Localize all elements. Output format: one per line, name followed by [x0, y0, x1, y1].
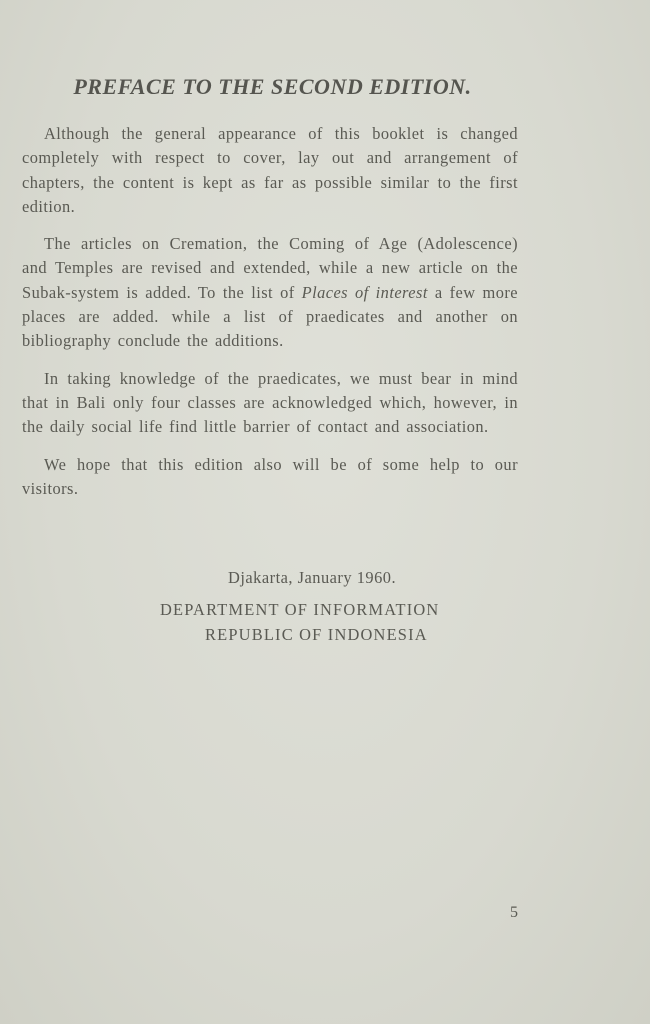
paragraph-2-text-start: The articles on Cremation, the Coming of Age (Adolescence) and Temples are revised and extended, while a new article on the Subak-system is added. To the list of [22, 234, 518, 302]
republic-name: REPUBLIC OF INDONESIA [205, 625, 428, 644]
date-line: Djakarta, January 1960. [228, 568, 397, 587]
paragraph-1 [22, 122, 518, 219]
preface-title: PREFACE TO THE SECOND EDITION. [73, 74, 472, 99]
paragraph-3 [22, 367, 518, 440]
preface-body [22, 122, 518, 514]
paragraph-3-text: In taking knowledge of the praedicates, we must bear in mind that in Bali only four classes are acknowledged which, however, in the daily social life find little barrier of contact and association. [22, 368, 518, 437]
paragraph-4 [22, 453, 518, 502]
page-number: 5 [510, 904, 518, 921]
department-name: DEPARTMENT OF INFORMATION [160, 600, 440, 619]
paragraph-1-text: Although the general appearance of this booklet is changed completely with respect to cover, lay out and arrangement of chapters, the content is kept as far as possible similar to the first edition. [22, 124, 518, 216]
paragraph-4-text: We hope that this edition also will be of some help to our visitors. [22, 454, 518, 498]
places-of-interest-italic: Places of interest [301, 282, 428, 302]
paragraph-2 [22, 232, 518, 353]
paragraph-2-text-end: a few more places are added. while a list of praedicates and another on bibliography conclude the additions. [22, 282, 518, 351]
